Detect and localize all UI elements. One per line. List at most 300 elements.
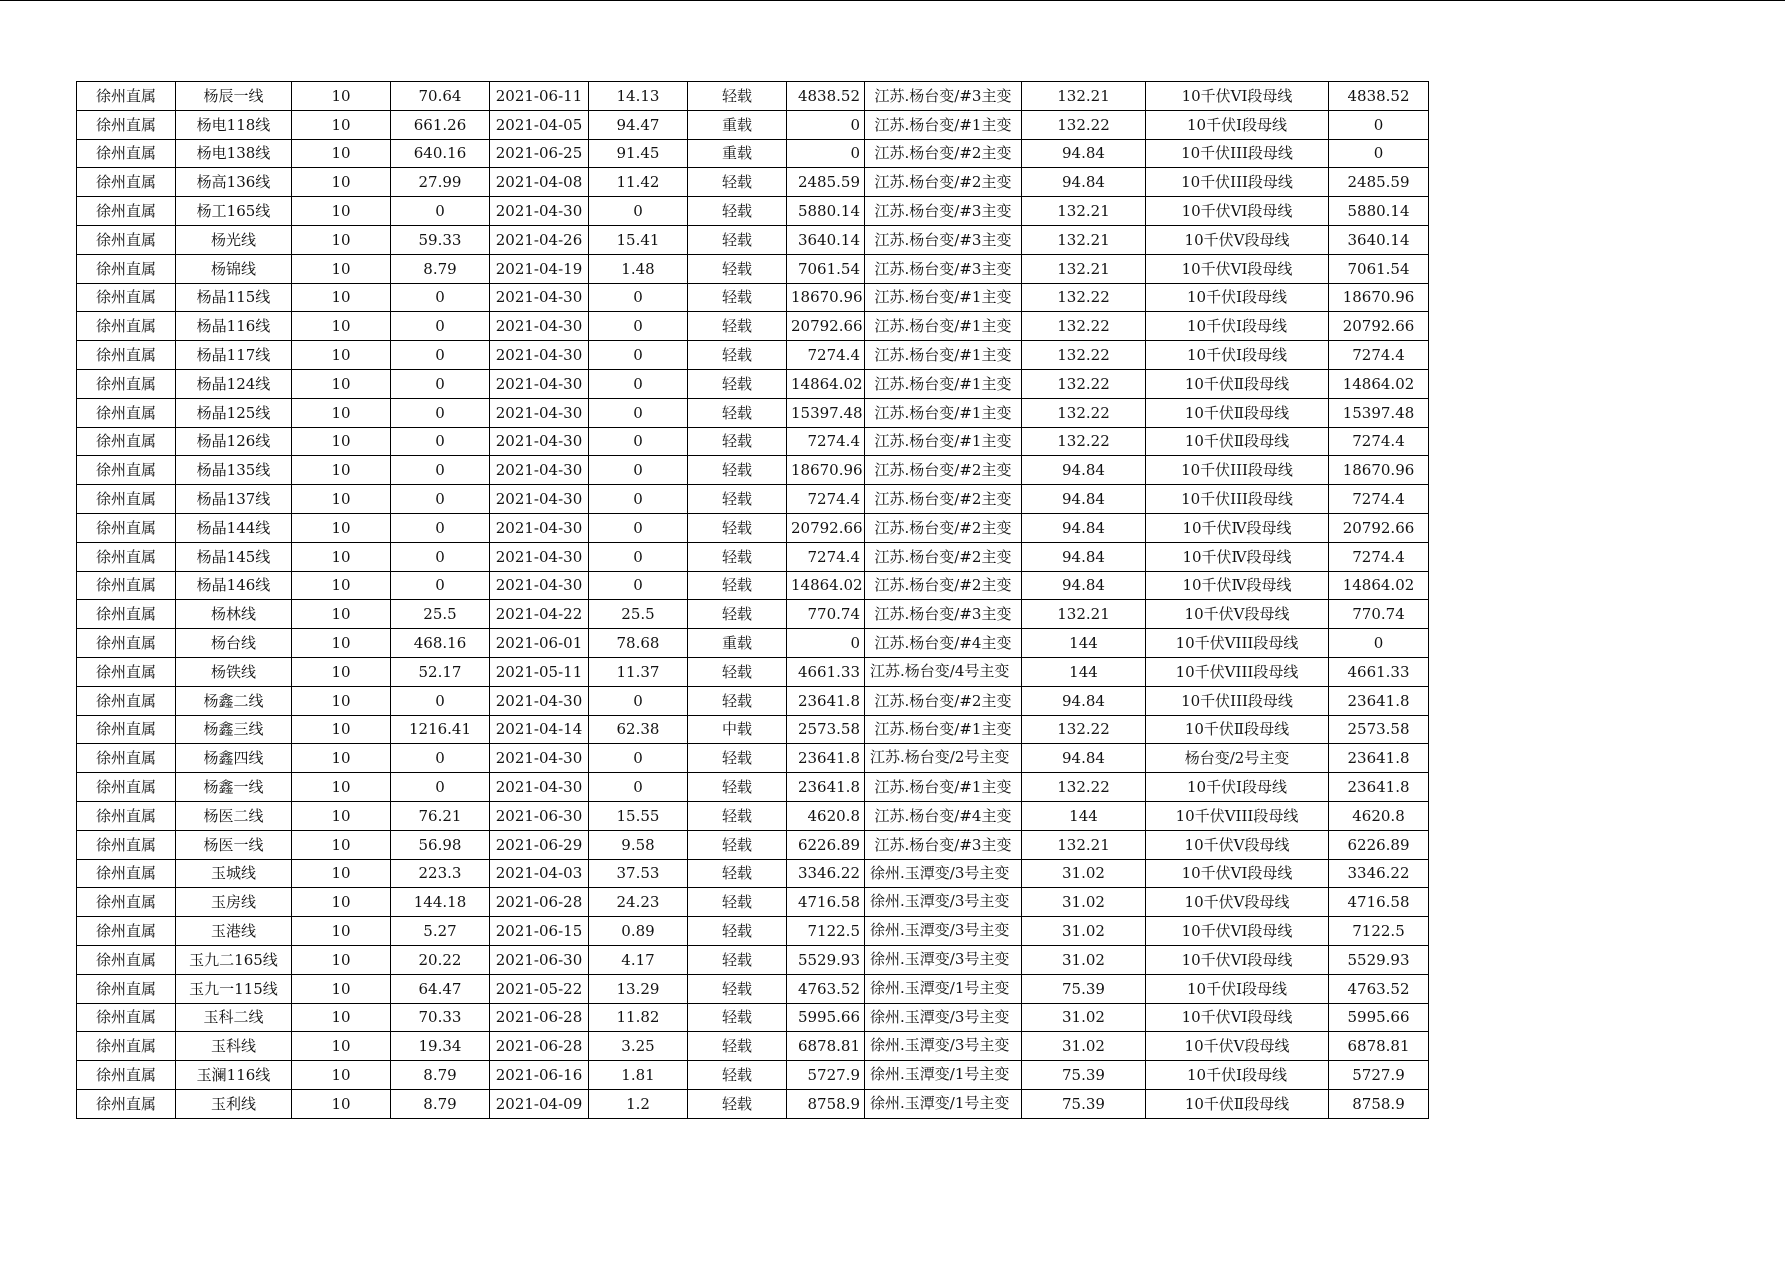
load-status-cell: 轻载 <box>688 369 787 398</box>
capacity-cell: 770.74 <box>787 600 865 629</box>
available-capacity-cell: 7122.5 <box>1329 917 1429 946</box>
date-cell: 2021-04-30 <box>490 283 589 312</box>
unit-cell: 徐州直属 <box>77 542 176 571</box>
transformer-capacity-cell: 31.02 <box>1022 859 1146 888</box>
capacity-cell: 6878.81 <box>787 1032 865 1061</box>
capacity-cell: 0 <box>787 629 865 658</box>
bus-cell: 10千伏III段母线 <box>1146 686 1329 715</box>
substation-cell: 江苏.杨台变/#2主变 <box>865 456 1022 485</box>
unit-cell: 徐州直属 <box>77 283 176 312</box>
table-row <box>77 1061 1429 1090</box>
substation-cell: 江苏.杨台变/#1主变 <box>865 110 1022 139</box>
available-capacity-cell: 5880.14 <box>1329 197 1429 226</box>
date-cell: 2021-05-22 <box>490 974 589 1003</box>
load-status-cell: 轻载 <box>688 82 787 111</box>
available-capacity-cell: 4620.8 <box>1329 801 1429 830</box>
substation-cell: 江苏.杨台变/#1主变 <box>865 773 1022 802</box>
capacity-cell: 3640.14 <box>787 225 865 254</box>
table-row <box>77 341 1429 370</box>
data-table <box>76 81 1429 1119</box>
line-name-cell: 杨晶125线 <box>176 398 292 427</box>
capacity-cell: 23641.8 <box>787 744 865 773</box>
voltage-cell: 10 <box>292 369 391 398</box>
max-load-cell: 70.33 <box>391 1003 490 1032</box>
capacity-cell: 5995.66 <box>787 1003 865 1032</box>
bus-cell: 10千伏Ⅰ段母线 <box>1146 312 1329 341</box>
line-name-cell: 杨晶124线 <box>176 369 292 398</box>
unit-cell: 徐州直属 <box>77 1089 176 1118</box>
load-status-cell: 轻载 <box>688 686 787 715</box>
voltage-cell: 10 <box>292 139 391 168</box>
unit-cell: 徐州直属 <box>77 254 176 283</box>
date-cell: 2021-04-30 <box>490 197 589 226</box>
voltage-cell: 10 <box>292 542 391 571</box>
max-load-cell: 468.16 <box>391 629 490 658</box>
available-capacity-cell: 18670.96 <box>1329 456 1429 485</box>
substation-cell <box>865 1032 1022 1061</box>
load-rate-cell: 13.29 <box>589 974 688 1003</box>
substation-cell: 江苏.杨台变/#3主变 <box>865 225 1022 254</box>
bus-cell: 10千伏III段母线 <box>1146 168 1329 197</box>
transformer-capacity-cell: 144 <box>1022 629 1146 658</box>
load-rate-cell: 0 <box>589 341 688 370</box>
transformer-capacity-cell: 94.84 <box>1022 513 1146 542</box>
load-rate-cell: 11.82 <box>589 1003 688 1032</box>
voltage-cell: 10 <box>292 600 391 629</box>
transformer-capacity-cell: 132.22 <box>1022 398 1146 427</box>
line-name-cell: 杨工165线 <box>176 197 292 226</box>
unit-cell: 徐州直属 <box>77 139 176 168</box>
available-capacity-cell: 5529.93 <box>1329 945 1429 974</box>
line-name-cell: 杨晶135线 <box>176 456 292 485</box>
bus-cell: 10千伏VI段母线 <box>1146 82 1329 111</box>
transformer-capacity-cell: 132.22 <box>1022 427 1146 456</box>
load-rate-cell: 0 <box>589 197 688 226</box>
unit-cell: 徐州直属 <box>77 1032 176 1061</box>
load-status-cell: 中载 <box>688 715 787 744</box>
capacity-cell: 2485.59 <box>787 168 865 197</box>
voltage-cell: 10 <box>292 945 391 974</box>
voltage-cell: 10 <box>292 715 391 744</box>
bus-cell: 10千伏Ⅰ段母线 <box>1146 1061 1329 1090</box>
bus-cell: 杨台变/2号主变 <box>1146 744 1329 773</box>
date-cell: 2021-04-30 <box>490 312 589 341</box>
line-name-cell: 杨晶116线 <box>176 312 292 341</box>
substation-cell: 江苏.杨台变/#3主变 <box>865 82 1022 111</box>
transformer-capacity-cell: 132.21 <box>1022 254 1146 283</box>
line-name-cell: 玉利线 <box>176 1089 292 1118</box>
max-load-cell: 20.22 <box>391 945 490 974</box>
capacity-cell: 7274.4 <box>787 427 865 456</box>
unit-cell: 徐州直属 <box>77 629 176 658</box>
load-status-cell: 轻载 <box>688 456 787 485</box>
load-status-cell: 轻载 <box>688 773 787 802</box>
bus-cell: 10千伏Ⅱ段母线 <box>1146 1089 1329 1118</box>
date-cell: 2021-04-30 <box>490 369 589 398</box>
load-rate-cell: 1.81 <box>589 1061 688 1090</box>
table-row <box>77 657 1429 686</box>
max-load-cell: 0 <box>391 744 490 773</box>
bus-cell: 10千伏Ⅴ段母线 <box>1146 600 1329 629</box>
unit-cell: 徐州直属 <box>77 571 176 600</box>
max-load-cell: 8.79 <box>391 1061 490 1090</box>
unit-cell: 徐州直属 <box>77 715 176 744</box>
transformer-capacity-cell: 144 <box>1022 801 1146 830</box>
unit-cell: 徐州直属 <box>77 312 176 341</box>
date-cell: 2021-04-09 <box>490 1089 589 1118</box>
available-capacity-cell: 4763.52 <box>1329 974 1429 1003</box>
date-cell: 2021-06-29 <box>490 830 589 859</box>
capacity-cell: 14864.02 <box>787 571 865 600</box>
available-capacity-cell: 23641.8 <box>1329 773 1429 802</box>
load-status-cell: 轻载 <box>688 485 787 514</box>
voltage-cell: 10 <box>292 82 391 111</box>
table-row <box>77 110 1429 139</box>
line-name-cell: 杨高136线 <box>176 168 292 197</box>
max-load-cell: 52.17 <box>391 657 490 686</box>
unit-cell: 徐州直属 <box>77 456 176 485</box>
bus-cell: 10千伏VIII段母线 <box>1146 657 1329 686</box>
date-cell: 2021-06-28 <box>490 1003 589 1032</box>
bus-cell: 10千伏Ⅳ段母线 <box>1146 513 1329 542</box>
table-row <box>77 1089 1429 1118</box>
load-status-cell: 轻载 <box>688 974 787 1003</box>
load-rate-cell: 0 <box>589 513 688 542</box>
max-load-cell: 59.33 <box>391 225 490 254</box>
unit-cell: 徐州直属 <box>77 82 176 111</box>
table-row <box>77 801 1429 830</box>
substation-text: 徐州.玉潭变/1号主变 <box>870 1093 1010 1112</box>
transformer-capacity-cell: 94.84 <box>1022 744 1146 773</box>
load-status-cell: 轻载 <box>688 542 787 571</box>
load-status-cell: 轻载 <box>688 312 787 341</box>
bus-cell: 10千伏Ⅳ段母线 <box>1146 571 1329 600</box>
unit-cell: 徐州直属 <box>77 773 176 802</box>
load-status-cell: 轻载 <box>688 945 787 974</box>
unit-cell: 徐州直属 <box>77 168 176 197</box>
available-capacity-cell: 23641.8 <box>1329 744 1429 773</box>
line-name-cell: 杨林线 <box>176 600 292 629</box>
available-capacity-cell: 7274.4 <box>1329 341 1429 370</box>
table-row <box>77 513 1429 542</box>
line-name-cell: 玉九二165线 <box>176 945 292 974</box>
load-status-cell: 轻载 <box>688 197 787 226</box>
date-cell: 2021-06-28 <box>490 888 589 917</box>
date-cell: 2021-04-08 <box>490 168 589 197</box>
max-load-cell: 27.99 <box>391 168 490 197</box>
capacity-cell: 20792.66 <box>787 312 865 341</box>
load-rate-cell: 0 <box>589 744 688 773</box>
capacity-cell: 6226.89 <box>787 830 865 859</box>
load-rate-cell: 0 <box>589 485 688 514</box>
table-row <box>77 1032 1429 1061</box>
transformer-capacity-cell: 132.22 <box>1022 341 1146 370</box>
load-status-cell: 轻载 <box>688 513 787 542</box>
load-status-cell: 轻载 <box>688 168 787 197</box>
substation-cell <box>865 1061 1022 1090</box>
unit-cell: 徐州直属 <box>77 369 176 398</box>
capacity-cell: 5727.9 <box>787 1061 865 1090</box>
load-status-cell: 轻载 <box>688 888 787 917</box>
transformer-capacity-cell: 31.02 <box>1022 1003 1146 1032</box>
transformer-capacity-cell: 132.22 <box>1022 773 1146 802</box>
transformer-capacity-cell: 132.21 <box>1022 830 1146 859</box>
unit-cell: 徐州直属 <box>77 197 176 226</box>
substation-text: 徐州.玉潭变/3号主变 <box>870 892 1010 911</box>
substation-cell <box>865 859 1022 888</box>
transformer-capacity-cell: 94.84 <box>1022 485 1146 514</box>
transformer-capacity-cell: 132.22 <box>1022 312 1146 341</box>
capacity-cell: 5529.93 <box>787 945 865 974</box>
bus-cell: 10千伏Ⅰ段母线 <box>1146 283 1329 312</box>
date-cell: 2021-04-05 <box>490 110 589 139</box>
capacity-cell: 4838.52 <box>787 82 865 111</box>
line-name-cell: 杨鑫三线 <box>176 715 292 744</box>
max-load-cell: 0 <box>391 369 490 398</box>
voltage-cell: 10 <box>292 1089 391 1118</box>
unit-cell: 徐州直属 <box>77 859 176 888</box>
load-rate-cell: 1.2 <box>589 1089 688 1118</box>
substation-cell <box>865 888 1022 917</box>
line-name-cell: 杨晶144线 <box>176 513 292 542</box>
voltage-cell: 10 <box>292 456 391 485</box>
unit-cell: 徐州直属 <box>77 917 176 946</box>
unit-cell: 徐州直属 <box>77 110 176 139</box>
capacity-cell: 20792.66 <box>787 513 865 542</box>
table-row <box>77 225 1429 254</box>
max-load-cell: 0 <box>391 571 490 600</box>
load-status-cell: 重载 <box>688 110 787 139</box>
substation-cell <box>865 657 1022 686</box>
max-load-cell: 25.5 <box>391 600 490 629</box>
line-name-cell: 杨光线 <box>176 225 292 254</box>
max-load-cell: 0 <box>391 686 490 715</box>
table-row <box>77 283 1429 312</box>
line-name-cell: 杨鑫二线 <box>176 686 292 715</box>
table-row <box>77 888 1429 917</box>
date-cell: 2021-06-01 <box>490 629 589 658</box>
load-status-cell: 轻载 <box>688 341 787 370</box>
capacity-cell: 0 <box>787 110 865 139</box>
capacity-cell: 23641.8 <box>787 686 865 715</box>
max-load-cell: 0 <box>391 427 490 456</box>
max-load-cell: 1216.41 <box>391 715 490 744</box>
table-row <box>77 744 1429 773</box>
line-name-cell: 杨电138线 <box>176 139 292 168</box>
load-rate-cell: 0 <box>589 369 688 398</box>
bus-cell: 10千伏VI段母线 <box>1146 945 1329 974</box>
substation-cell <box>865 917 1022 946</box>
table-row <box>77 456 1429 485</box>
available-capacity-cell: 6878.81 <box>1329 1032 1429 1061</box>
max-load-cell: 64.47 <box>391 974 490 1003</box>
max-load-cell: 19.34 <box>391 1032 490 1061</box>
capacity-cell: 4763.52 <box>787 974 865 1003</box>
date-cell: 2021-04-30 <box>490 571 589 600</box>
voltage-cell: 10 <box>292 1003 391 1032</box>
load-rate-cell: 0 <box>589 312 688 341</box>
load-rate-cell: 3.25 <box>589 1032 688 1061</box>
load-rate-cell: 0.89 <box>589 917 688 946</box>
line-name-cell: 杨晶126线 <box>176 427 292 456</box>
substation-cell: 江苏.杨台变/#2主变 <box>865 571 1022 600</box>
unit-cell: 徐州直属 <box>77 600 176 629</box>
table-row <box>77 369 1429 398</box>
substation-text: 徐州.玉潭变/1号主变 <box>870 1065 1010 1084</box>
max-load-cell: 0 <box>391 341 490 370</box>
load-rate-cell: 0 <box>589 773 688 802</box>
line-name-cell: 杨医一线 <box>176 830 292 859</box>
load-rate-cell: 11.37 <box>589 657 688 686</box>
table-row <box>77 485 1429 514</box>
capacity-cell: 14864.02 <box>787 369 865 398</box>
date-cell: 2021-04-30 <box>490 485 589 514</box>
capacity-cell: 4716.58 <box>787 888 865 917</box>
line-name-cell: 玉澜116线 <box>176 1061 292 1090</box>
substation-cell: 江苏.杨台变/#2主变 <box>865 542 1022 571</box>
load-rate-cell: 25.5 <box>589 600 688 629</box>
voltage-cell: 10 <box>292 744 391 773</box>
transformer-capacity-cell: 94.84 <box>1022 139 1146 168</box>
date-cell: 2021-04-30 <box>490 341 589 370</box>
load-status-cell: 轻载 <box>688 1089 787 1118</box>
max-load-cell: 0 <box>391 485 490 514</box>
unit-cell: 徐州直属 <box>77 427 176 456</box>
voltage-cell: 10 <box>292 917 391 946</box>
bus-cell: 10千伏Ⅰ段母线 <box>1146 974 1329 1003</box>
voltage-cell: 10 <box>292 629 391 658</box>
available-capacity-cell: 3346.22 <box>1329 859 1429 888</box>
max-load-cell: 8.79 <box>391 1089 490 1118</box>
capacity-cell: 2573.58 <box>787 715 865 744</box>
unit-cell: 徐州直属 <box>77 1003 176 1032</box>
capacity-cell: 7061.54 <box>787 254 865 283</box>
substation-text: 徐州.玉潭变/3号主变 <box>870 921 1010 940</box>
available-capacity-cell: 0 <box>1329 110 1429 139</box>
table-row <box>77 974 1429 1003</box>
voltage-cell: 10 <box>292 110 391 139</box>
bus-cell: 10千伏Ⅴ段母线 <box>1146 225 1329 254</box>
unit-cell: 徐州直属 <box>77 657 176 686</box>
load-status-cell: 轻载 <box>688 1003 787 1032</box>
transformer-capacity-cell: 132.21 <box>1022 225 1146 254</box>
max-load-cell: 8.79 <box>391 254 490 283</box>
bus-cell: 10千伏III段母线 <box>1146 456 1329 485</box>
bus-cell: 10千伏Ⅰ段母线 <box>1146 341 1329 370</box>
load-status-cell: 轻载 <box>688 225 787 254</box>
line-name-cell: 玉九一115线 <box>176 974 292 1003</box>
load-status-cell: 轻载 <box>688 1032 787 1061</box>
voltage-cell: 10 <box>292 830 391 859</box>
load-status-cell: 重载 <box>688 629 787 658</box>
date-cell: 2021-04-14 <box>490 715 589 744</box>
voltage-cell: 10 <box>292 657 391 686</box>
max-load-cell: 0 <box>391 456 490 485</box>
available-capacity-cell: 20792.66 <box>1329 312 1429 341</box>
max-load-cell: 144.18 <box>391 888 490 917</box>
voltage-cell: 10 <box>292 283 391 312</box>
available-capacity-cell: 5995.66 <box>1329 1003 1429 1032</box>
date-cell: 2021-04-22 <box>490 600 589 629</box>
available-capacity-cell: 770.74 <box>1329 600 1429 629</box>
substation-cell: 江苏.杨台变/#2主变 <box>865 168 1022 197</box>
bus-cell: 10千伏VI段母线 <box>1146 254 1329 283</box>
line-name-cell: 杨晶115线 <box>176 283 292 312</box>
table-row <box>77 686 1429 715</box>
max-load-cell: 70.64 <box>391 82 490 111</box>
capacity-cell: 18670.96 <box>787 456 865 485</box>
substation-cell <box>865 744 1022 773</box>
voltage-cell: 10 <box>292 571 391 600</box>
unit-cell: 徐州直属 <box>77 945 176 974</box>
transformer-capacity-cell: 132.21 <box>1022 600 1146 629</box>
transformer-capacity-cell: 94.84 <box>1022 571 1146 600</box>
load-status-cell: 轻载 <box>688 744 787 773</box>
capacity-cell: 4661.33 <box>787 657 865 686</box>
table-row <box>77 427 1429 456</box>
date-cell: 2021-06-16 <box>490 1061 589 1090</box>
bus-cell: 10千伏VIII段母线 <box>1146 629 1329 658</box>
table-row <box>77 600 1429 629</box>
max-load-cell: 76.21 <box>391 801 490 830</box>
voltage-cell: 10 <box>292 427 391 456</box>
load-rate-cell: 15.41 <box>589 225 688 254</box>
bus-cell: 10千伏Ⅴ段母线 <box>1146 1032 1329 1061</box>
line-name-cell: 玉科线 <box>176 1032 292 1061</box>
voltage-cell: 10 <box>292 974 391 1003</box>
load-status-cell: 轻载 <box>688 657 787 686</box>
available-capacity-cell: 7274.4 <box>1329 427 1429 456</box>
table-row <box>77 1003 1429 1032</box>
table-row <box>77 139 1429 168</box>
transformer-capacity-cell: 31.02 <box>1022 917 1146 946</box>
unit-cell: 徐州直属 <box>77 485 176 514</box>
unit-cell: 徐州直属 <box>77 744 176 773</box>
voltage-cell: 10 <box>292 341 391 370</box>
table-row <box>77 197 1429 226</box>
substation-cell: 江苏.杨台变/#3主变 <box>865 197 1022 226</box>
bus-cell: 10千伏VI段母线 <box>1146 917 1329 946</box>
table-row <box>77 254 1429 283</box>
table-row <box>77 859 1429 888</box>
transformer-capacity-cell: 132.22 <box>1022 715 1146 744</box>
max-load-cell: 661.26 <box>391 110 490 139</box>
unit-cell: 徐州直属 <box>77 686 176 715</box>
substation-cell: 江苏.杨台变/#3主变 <box>865 254 1022 283</box>
available-capacity-cell: 7274.4 <box>1329 485 1429 514</box>
max-load-cell: 223.3 <box>391 859 490 888</box>
line-name-cell: 杨晶145线 <box>176 542 292 571</box>
load-rate-cell: 78.68 <box>589 629 688 658</box>
available-capacity-cell: 14864.02 <box>1329 369 1429 398</box>
load-status-cell: 轻载 <box>688 830 787 859</box>
transformer-capacity-cell: 75.39 <box>1022 974 1146 1003</box>
substation-cell <box>865 1003 1022 1032</box>
available-capacity-cell: 4716.58 <box>1329 888 1429 917</box>
date-cell: 2021-04-19 <box>490 254 589 283</box>
line-name-cell: 玉科二线 <box>176 1003 292 1032</box>
line-name-cell: 杨鑫一线 <box>176 773 292 802</box>
max-load-cell: 5.27 <box>391 917 490 946</box>
unit-cell: 徐州直属 <box>77 398 176 427</box>
substation-text: 徐州.玉潭变/3号主变 <box>870 863 1010 882</box>
load-rate-cell: 4.17 <box>589 945 688 974</box>
load-status-cell: 轻载 <box>688 1061 787 1090</box>
transformer-capacity-cell: 94.84 <box>1022 168 1146 197</box>
available-capacity-cell: 0 <box>1329 139 1429 168</box>
unit-cell: 徐州直属 <box>77 1061 176 1090</box>
unit-cell: 徐州直属 <box>77 801 176 830</box>
